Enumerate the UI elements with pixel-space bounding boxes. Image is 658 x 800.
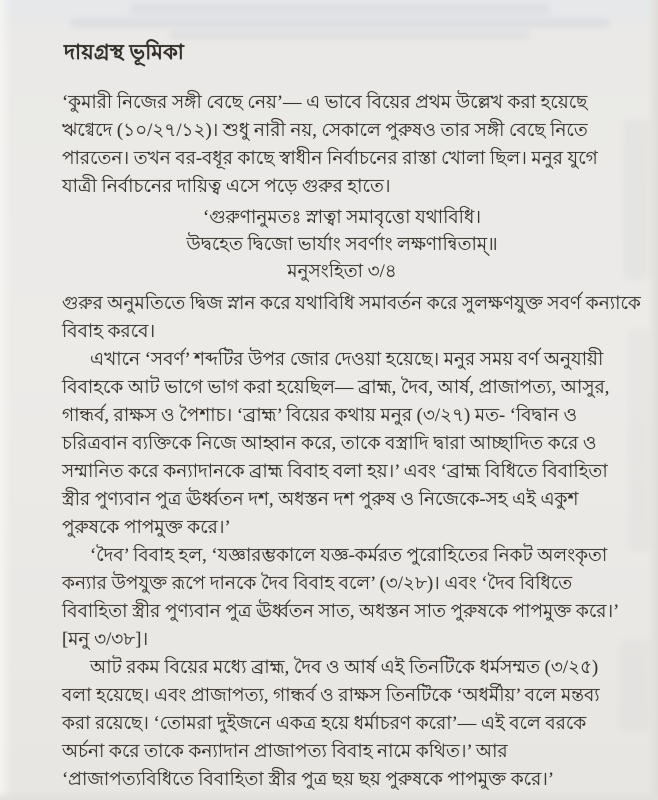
text-line: স্ত্রীর পুণ্যবান পুত্র ঊর্ধ্বতন দশ, অধস্তন দশ পুরুষ ও নিজেকে-সহ এই একুশ [62, 490, 579, 510]
text-line: গুরুর অনুমতিতে দ্বিজ স্নান করে যথাবিধি সমাবর্তন করে সুলক্ষণযুক্ত সবর্ণ কন্যাকে [62, 294, 641, 314]
text-line: চরিত্রবান ব্যক্তিকে নিজে আহ্বান করে, তাকে বস্ত্রাদি দ্বারা আচ্ছাদিত করে ও [62, 434, 597, 454]
paragraph [62, 346, 622, 542]
text-line: বিবাহিতা স্ত্রীর পুণ্যবান পুত্র ঊর্ধ্বতন সাত, অধস্তন সাত পুরুষকে পাপমুক্ত করে।’ [62, 602, 620, 622]
text-line: পারতেন। তখন বর-বধূর কাছে স্বাধীন নির্বাচনের রাস্তা খোলা ছিল। মনুর যুগে [62, 149, 598, 169]
text-line: [মনু ৩/৩৮]। [62, 630, 149, 650]
text-line: বিবাহকে আট ভাগে ভাগ করা হয়েছিল— ব্রাহ্ম, দৈব, আর্ষ, প্রাজাপত্য, আসুর, [62, 378, 610, 398]
bleed-through-mark [130, 4, 550, 14]
text-line: যাত্রী নির্বাচনের দায়িত্ব এসে পড়ে গুরুর হাতে। [62, 177, 391, 197]
paragraph [62, 542, 622, 654]
text-line: ‘গুরুণানুমতঃ স্নাত্বা সমাবৃত্তো যথাবিধি। [203, 208, 481, 228]
text-line: বলা হয়েছে। এবং প্রাজাপত্য, গান্ধর্ব ও রাক্ষস তিনটিকে ‘অধর্মীয়’ বলে মন্তব্য [62, 686, 600, 706]
text-line: মনুসংহিতা ৩/৪ [287, 262, 397, 282]
text-line: ‘দৈব’ বিবাহ হল, ‘যজ্ঞারম্ভকালে যজ্ঞ-কর্মরত পুরোহিতের নিকট অলংকৃতা [90, 546, 608, 566]
text-line: ‘কুমারী নিজের সঙ্গী বেছে নেয়’— এ ভাবে বিয়ের প্রথম উল্লেখ করা হয়েছে [62, 93, 588, 113]
paragraph [62, 654, 622, 794]
bleed-through-mark [628, 330, 650, 550]
text-line: উদ্বহেত দ্বিজো ভার্যাং সবর্ণাং লক্ষণান্বিতাম্॥ [186, 235, 498, 255]
bleed-through-mark [70, 18, 610, 27]
text-line: কন্যার উপযুক্ত রূপে দানকে দৈব বিবাহ বলে’ (৩/২৮)। এবং ‘দৈব বিধিতে [62, 574, 573, 594]
bleed-through-mark [624, 120, 650, 280]
text-line: ঋগ্বেদে (১০/২৭/১২)। শুধু নারী নয়, সেকালে পুরুষও তার সঙ্গী বেছে নিতে [62, 121, 588, 141]
section-heading: দায়গ্রস্থ ভূমিকা [64, 40, 185, 64]
page-right-edge-shadow [648, 0, 658, 800]
body-text [62, 89, 641, 794]
text-line: পুরুষকে পাপমুক্ত করে।’ [62, 518, 231, 538]
page-left-edge [0, 0, 12, 800]
text-line: এখানে ‘সবর্ণ’ শব্দটির উপর জোর দেওয়া হয়েছে। মনুর সময় বর্ণ অনুযায়ী [90, 350, 604, 370]
text-line: সম্মানিত করে কন্যাদানকে ব্রাহ্ম বিবাহ বলা হয়।’ এবং ‘ব্রাহ্ম বিধিতে বিবাহিতা [62, 462, 608, 482]
text-line: করা রয়েছে। ‘তোমরা দুইজনে একত্র হয়ে ধর্মাচরণ করো’— এই বলে বরকে [62, 714, 587, 734]
verse-ref [62, 259, 622, 286]
text-line: ‘প্রাজাপত্যবিধিতে বিবাহিতা স্ত্রীর পুত্র ছয় ছয় পুরুষকে পাপমুক্ত করে।’ [62, 770, 555, 790]
bleed-through-mark [620, 640, 650, 730]
paragraph [62, 89, 622, 201]
text-area [62, 36, 641, 794]
text-line: বিবাহ করবে। [62, 322, 156, 342]
text-line: আট রকম বিয়ের মধ্যে ব্রাহ্ম, দৈব ও আর্ষ এই তিনটিকে ধর্মসম্মত (৩/২৫) [90, 658, 599, 678]
text-line: গান্ধর্ব, রাক্ষস ও পৈশাচ। ‘ব্রাহ্ম’ বিয়ের কথায় মনুর (৩/২৭) মত- ‘বিদ্বান ও [62, 406, 578, 426]
paragraph [62, 290, 641, 346]
text-line: অর্চনা করে তাকে কন্যাদান প্রাজাপত্য বিবাহ নামে কথিত।’ আর [62, 742, 508, 762]
verse [62, 205, 622, 259]
